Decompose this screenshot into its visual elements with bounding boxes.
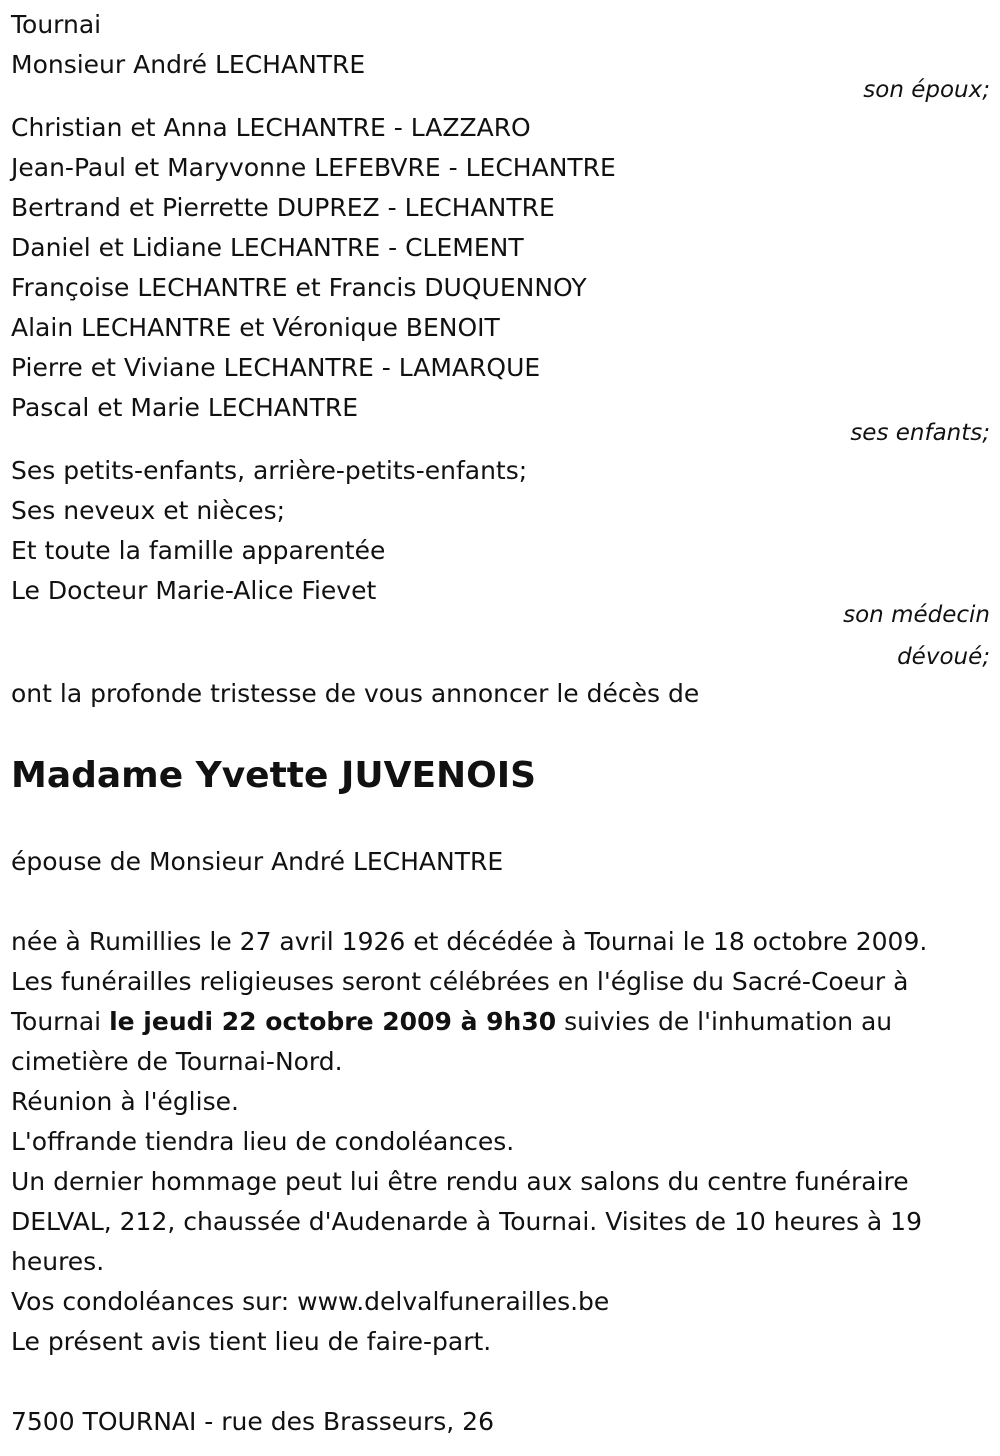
doctor-role-line: dévoué; [897,644,990,670]
child-line: Christian et Anna LECHANTRE - LAZZARO [11,113,531,142]
spouse-name: Monsieur André LECHANTRE [11,50,366,79]
child-line: Jean-Paul et Maryvonne LEFEBVRE - LECHANTRE [11,153,616,182]
family-line: Et toute la famille apparentée [11,536,386,565]
address-text: 7500 TOURNAI - rue des Brasseurs, 26 [11,1407,494,1436]
child-line: Pascal et Marie LECHANTRE [11,393,359,422]
notice-text: Le présent avis tient lieu de faire-part. [11,1327,492,1356]
offering-text: L'offrande tiendra lieu de condoléances. [11,1127,515,1156]
birth-death-text: née à Rumillies le 27 avril 1926 et décédée à Tournai le 18 octobre 2009. [11,927,928,956]
spouse-of-text: épouse de Monsieur André LECHANTRE [11,847,504,876]
announcement-text: ont la profonde tristesse de vous annoncer le décès de [11,679,700,708]
doctor-role-line: son médecin [843,602,990,628]
tribute-text: heures. [11,1247,105,1276]
family-line: Ses petits-enfants, arrière-petits-enfants; [11,456,528,485]
child-line: Daniel et Lidiane LECHANTRE - CLEMENT [11,233,524,262]
child-line: Alain LECHANTRE et Véronique BENOIT [11,313,500,342]
child-line: Françoise LECHANTRE et Francis DUQUENNOY [11,273,587,302]
deceased-name: Madame Yvette JUVENOIS [11,755,537,796]
child-line: Pierre et Viviane LECHANTRE - LAMARQUE [11,353,541,382]
funeral-prefix: Tournai [11,1007,110,1036]
tribute-text: Un dernier hommage peut lui être rendu aux salons du centre funéraire [11,1167,909,1196]
cemetery-text: cimetière de Tournai-Nord. [11,1047,343,1076]
funeral-text: Les funérailles religieuses seront célébrées en l'église du Sacré-Coeur à [11,967,909,996]
meeting-text: Réunion à l'église. [11,1087,239,1116]
funeral-date-line [11,1007,892,1037]
spouse-role: son époux; [863,77,990,103]
children-role: ses enfants; [850,420,990,446]
condolences-text: Vos condoléances sur: www.delvalfunerailles.be [11,1287,610,1316]
location-line: Tournai [11,10,102,39]
doctor-line: Le Docteur Marie-Alice Fievet [11,576,377,605]
tribute-text: DELVAL, 212, chaussée d'Audenarde à Tournai. Visites de 10 heures à 19 [11,1207,922,1236]
funeral-date: le jeudi 22 octobre 2009 à 9h30 [109,1007,557,1036]
funeral-suffix: suivies de l'inhumation au [556,1007,893,1036]
family-line: Ses neveux et nièces; [11,496,286,525]
child-line: Bertrand et Pierrette DUPREZ - LECHANTRE [11,193,555,222]
